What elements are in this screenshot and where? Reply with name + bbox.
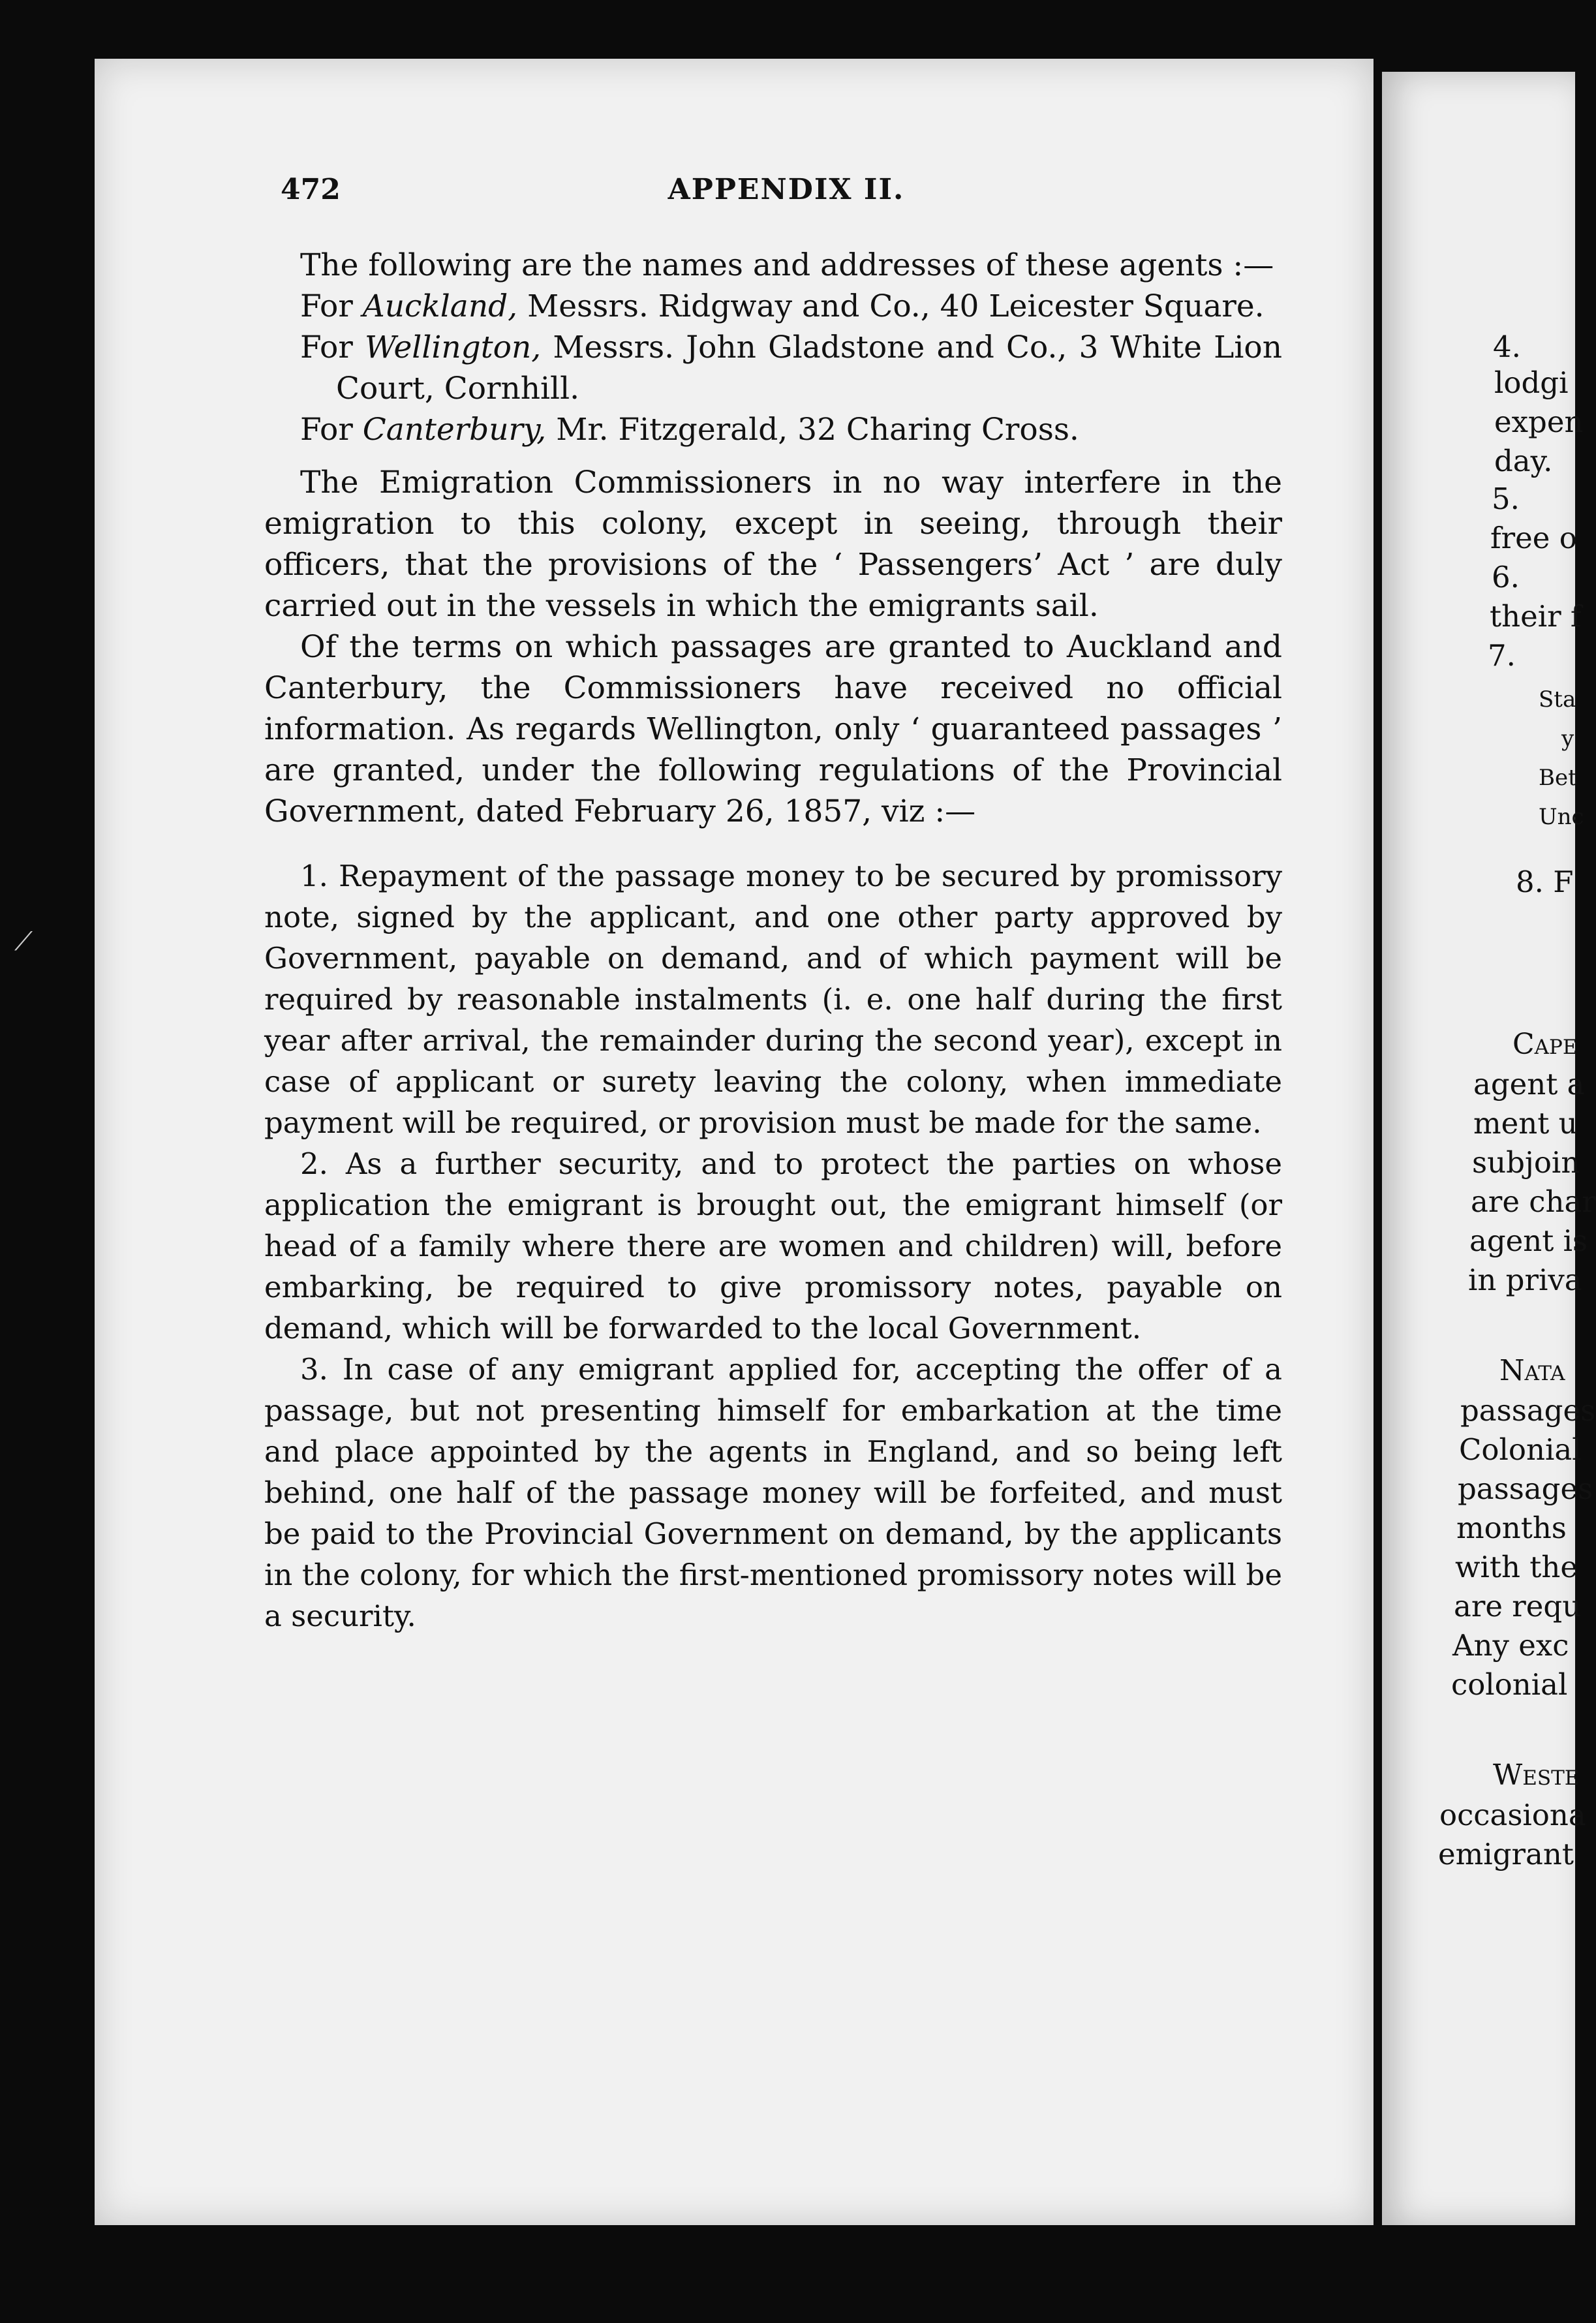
right-page-line: subjoin	[1472, 1145, 1580, 1180]
right-page-line: Unc	[1539, 804, 1584, 830]
right-page-line: months	[1456, 1511, 1567, 1545]
agent-address-canterbury	[264, 409, 1282, 450]
right-page-line: Weste	[1493, 1759, 1580, 1792]
right-page-line: their f	[1490, 599, 1582, 634]
right-page-line: Bet	[1539, 765, 1577, 791]
agent-prefix: For	[300, 288, 363, 324]
right-page-line: free o	[1490, 521, 1577, 555]
right-page	[1382, 72, 1596, 2225]
regulation-3: 3. In case of any emigrant applied for, accepting the offer of a passage, but not presenting himself for embarkation at the time and place appointed by the agents in England, and so being left behind, one half of the passage money will be forfeited, and must be paid to the Provincial Government on demand, by the applicants in the colony, for which the first-mentioned promissory notes will be a security.	[264, 1352, 1282, 1633]
terms-paragraph: Of the terms on which passages are granted to Auckland and Canterbury, the Commissioners have received no official information. As regards Wellington, only ‘ guaranteed passages ’ are granted, under the following regulations of the Provincial Government, dated February 26, 1857, viz :—	[264, 629, 1282, 829]
right-page-line: expen	[1494, 405, 1584, 439]
right-page-line: passages	[1458, 1471, 1593, 1506]
agent-details: Mr. Fitzgerald, 32 Charing Cross.	[546, 412, 1079, 448]
right-page-line: Any exc	[1452, 1628, 1569, 1663]
regulation-2: 2. As a further security, and to protect the parties on whose application the emigrant is brought out, the emigrant himself (or head of a family where there are women and children) will, before embarking, be required to give promissory notes, payable on demand, which will be forwarded to the local Government.	[264, 1146, 1282, 1346]
agent-place: Canterbury,	[362, 412, 547, 448]
regulation-1: 1. Repayment of the passage money to be secured by promissory note, signed by the applicant, and one other party approved by Government, payable on demand, and of which payment will be required by reasonable instalments (i. e. one half during the first year after arrival, the remainder during the second year), except in case of applicant or surety leaving the colony, when immediate payment will be required, or provision must be made for the same.	[264, 859, 1282, 1140]
right-page-line: 4.	[1493, 330, 1521, 364]
right-page-line: are requ	[1454, 1589, 1582, 1623]
right-page-line: agent is	[1469, 1223, 1588, 1258]
agent-place: Wellington,	[365, 330, 542, 365]
right-page-line: 8. F	[1516, 865, 1574, 899]
right-page-line: occasiona	[1439, 1798, 1586, 1832]
agent-place: Auckland,	[362, 288, 518, 324]
right-page-line: emigrant	[1438, 1837, 1574, 1871]
intro-paragraph: The following are the names and addresses of these agents :—	[300, 247, 1274, 283]
right-page-line: 6.	[1492, 560, 1520, 594]
running-head	[281, 173, 1292, 219]
right-page-line: day.	[1494, 444, 1553, 478]
agent-details: Messrs. John Gladstone and Co., 3 White Lion Court, Cornhill.	[336, 330, 1282, 407]
right-page-line: ment u	[1473, 1106, 1578, 1141]
right-page-line: with the	[1455, 1550, 1578, 1584]
page-number: 472	[281, 173, 341, 206]
right-page-line: 5.	[1492, 482, 1520, 516]
right-page-line: y	[1561, 726, 1574, 752]
agent-address-wellington	[264, 327, 1282, 409]
right-page-line: Nata	[1499, 1354, 1565, 1387]
body-text	[264, 245, 1282, 1637]
right-page-line: colonial	[1451, 1667, 1568, 1702]
commissioners-paragraph: The Emigration Commissioners in no way interfere in the emigration to this colony, except in seeing, through their officers, that the provisions of the ‘ Passengers’ Act ’ are duly carried out in the vessels in which the emigrants sail.	[264, 465, 1282, 624]
agent-prefix: For	[300, 412, 363, 448]
right-page-line: Sta	[1539, 686, 1576, 713]
right-page-line: Cape	[1512, 1028, 1578, 1061]
agent-prefix: For	[300, 330, 365, 365]
right-page-line: Colonial	[1459, 1432, 1582, 1467]
agent-address-auckland	[264, 286, 1282, 327]
right-page-line: agent a	[1473, 1067, 1585, 1101]
agent-details: Messrs. Ridgway and Co., 40 Leicester Square.	[517, 288, 1265, 324]
right-page-line: lodgi	[1494, 365, 1569, 400]
scan-mark: ⟋	[14, 927, 33, 957]
right-page-line: are char	[1471, 1184, 1596, 1219]
page-header-title: APPENDIX II.	[668, 173, 905, 206]
right-page-line: in priva	[1468, 1263, 1582, 1297]
right-page-line: 7.	[1488, 638, 1516, 673]
right-page-line: passages	[1460, 1393, 1596, 1428]
